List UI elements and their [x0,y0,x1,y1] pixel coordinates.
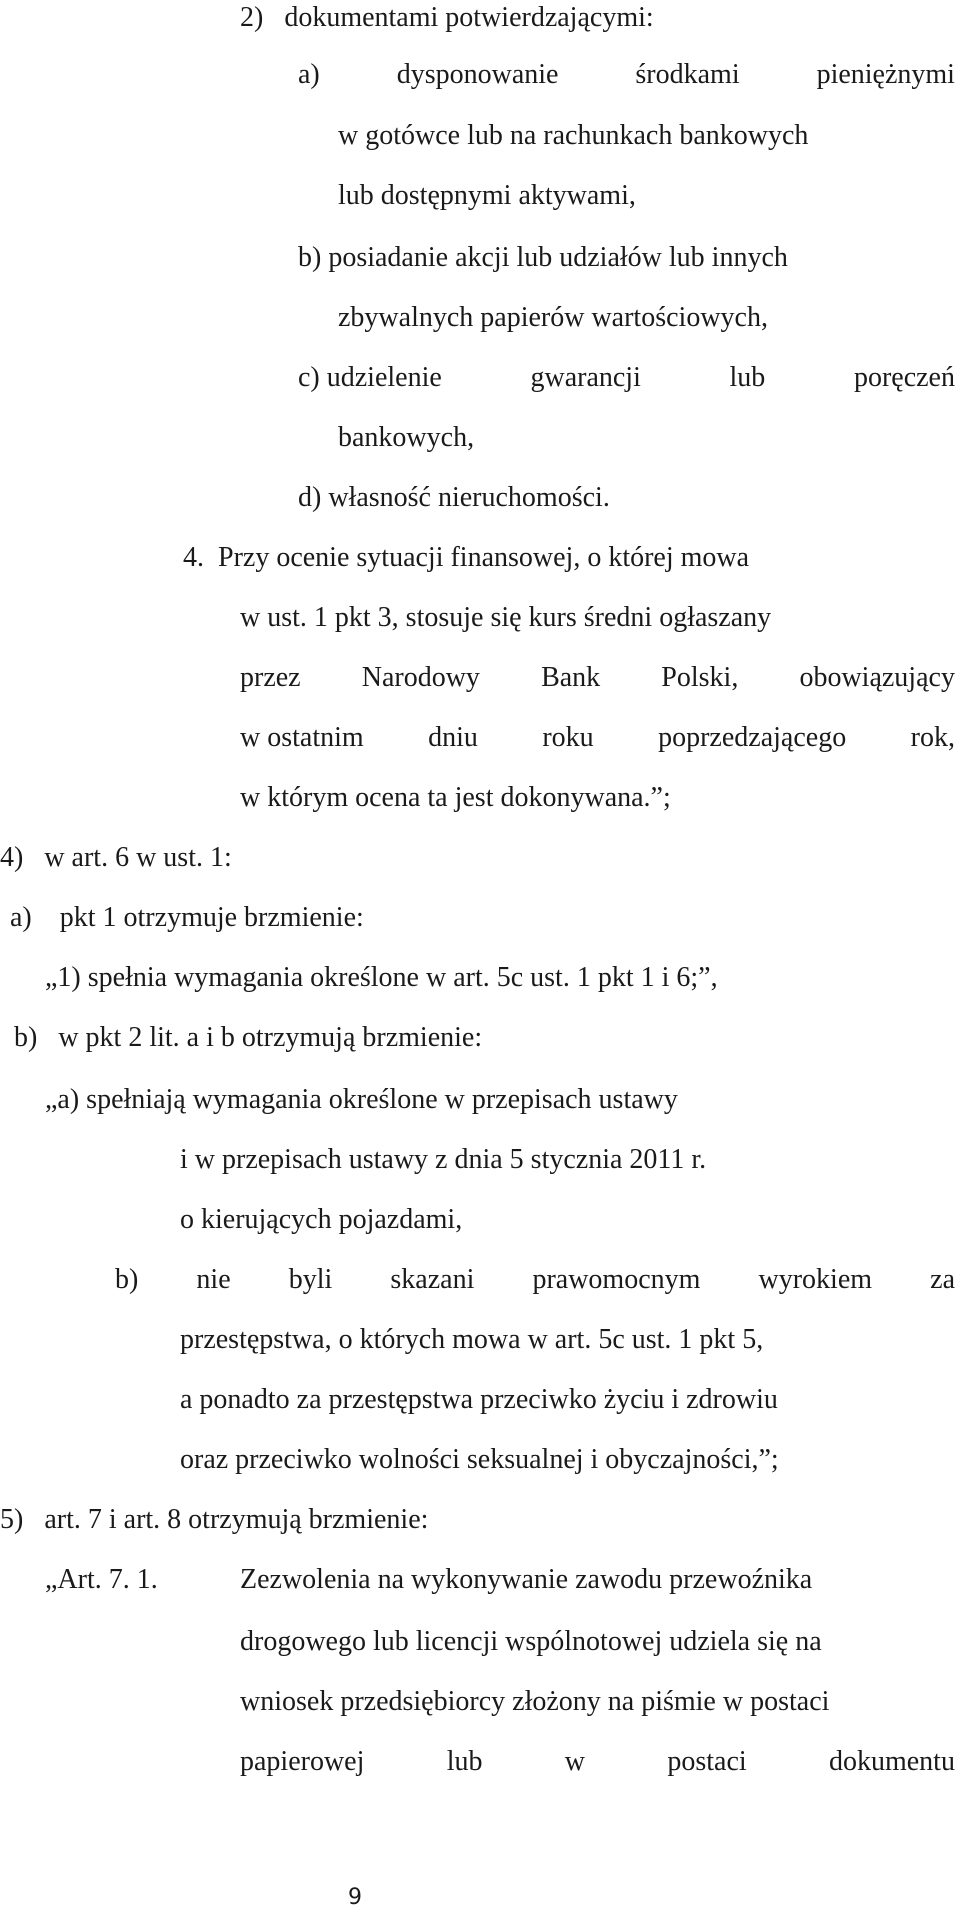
word: skazani [390,1264,475,1295]
word: roku [542,722,594,753]
word: b) [115,1264,139,1295]
page-number: 9 [348,1885,362,1910]
word: obowiązujący [799,662,955,693]
word: a) [298,59,320,90]
word: papierowej [240,1746,365,1777]
word: poprzedzającego [658,722,847,753]
item-4b-quote-b-line-4: oraz przeciwko wolności seksualnej i obyczajności,”; [180,1444,779,1475]
word: lub [729,362,766,393]
word: prawomocnym [532,1264,701,1295]
item-4b-quote-a-line-3: o kierujących pojazdami, [180,1204,463,1235]
word: lub [446,1746,483,1777]
item-5-heading: 5) art. 7 i art. 8 otrzymują brzmienie: [0,1504,429,1535]
word: postaci [667,1746,747,1777]
word: Polski, [661,662,739,693]
word: Bank [541,662,601,693]
word: dysponowanie [396,59,559,90]
word: pieniężnymi [816,59,955,90]
word: nie [196,1264,231,1295]
article-7-label: „Art. 7. 1. [45,1564,158,1595]
paragraph-4-line-4 [240,720,955,756]
paragraph-4-line-3 [240,660,955,696]
word: w [564,1746,586,1777]
word: c) udzielenie [298,362,442,393]
article-7-line-1: Zezwolenia na wykonywanie zawodu przewoźnika [240,1564,813,1595]
paragraph-4-line-1: 4. Przy ocenie sytuacji finansowej, o której mowa [183,542,750,573]
word: dokumentu [828,1746,955,1777]
article-7-line-3: wniosek przedsiębiorcy złożony na piśmie w postaci [240,1686,830,1717]
item-4b-quote-a-line-2: i w przepisach ustawy z dnia 5 stycznia 2011 r. [180,1144,707,1175]
word: byli [288,1264,333,1295]
paragraph-4-line-2: w ust. 1 pkt 3, stosuje się kurs średni ogłaszany [240,602,772,633]
item-2c-line-1 [298,360,955,396]
word: gwarancji [530,362,641,393]
item-2a-line-1 [298,57,955,93]
item-4b-heading: b) w pkt 2 lit. a i b otrzymują brzmienie: [14,1022,483,1053]
word: dniu [428,722,478,753]
item-2a-line-3: lub dostępnymi aktywami, [338,180,636,211]
article-7-line-2: drogowego lub licencji wspólnotowej udziela się na [240,1626,822,1657]
item-4b-quote-b-line-3: a ponadto za przestępstwa przeciwko życiu i zdrowiu [180,1384,778,1415]
word: środkami [635,59,740,90]
word: Narodowy [361,662,480,693]
item-2a-line-2: w gotówce lub na rachunkach bankowych [338,120,809,151]
word: poręczeń [853,362,955,393]
word: wyrokiem [758,1264,873,1295]
item-4a-heading: a) pkt 1 otrzymuje brzmienie: [10,902,364,933]
item-2-heading: 2) dokumentami potwierdzającymi: [240,2,654,33]
item-4-heading: 4) w art. 6 w ust. 1: [0,842,232,873]
word: za [930,1264,955,1295]
item-4b-quote-b-line-2: przestępstwa, o których mowa w art. 5c ust. 1 pkt 5, [180,1324,764,1355]
word: przez [240,662,301,693]
item-2b-line-1: b) posiadanie akcji lub udziałów lub innych [298,242,788,273]
paragraph-4-line-5: w którym ocena ta jest dokonywana.”; [240,782,671,813]
item-2c-line-2: bankowych, [338,422,475,453]
item-2b-line-2: zbywalnych papierów wartościowych, [338,302,768,333]
article-7-line-4 [240,1744,955,1780]
word: w ostatnim [240,722,364,753]
word: rok, [910,722,955,753]
item-2d: d) własność nieruchomości. [298,482,610,513]
item-4b-quote-a-line-1: „a) spełniają wymagania określone w przepisach ustawy [45,1084,678,1115]
item-4b-quote-b-line-1 [115,1262,955,1298]
item-4a-quote: „1) spełnia wymagania określone w art. 5c ust. 1 pkt 1 i 6;”, [45,962,718,993]
